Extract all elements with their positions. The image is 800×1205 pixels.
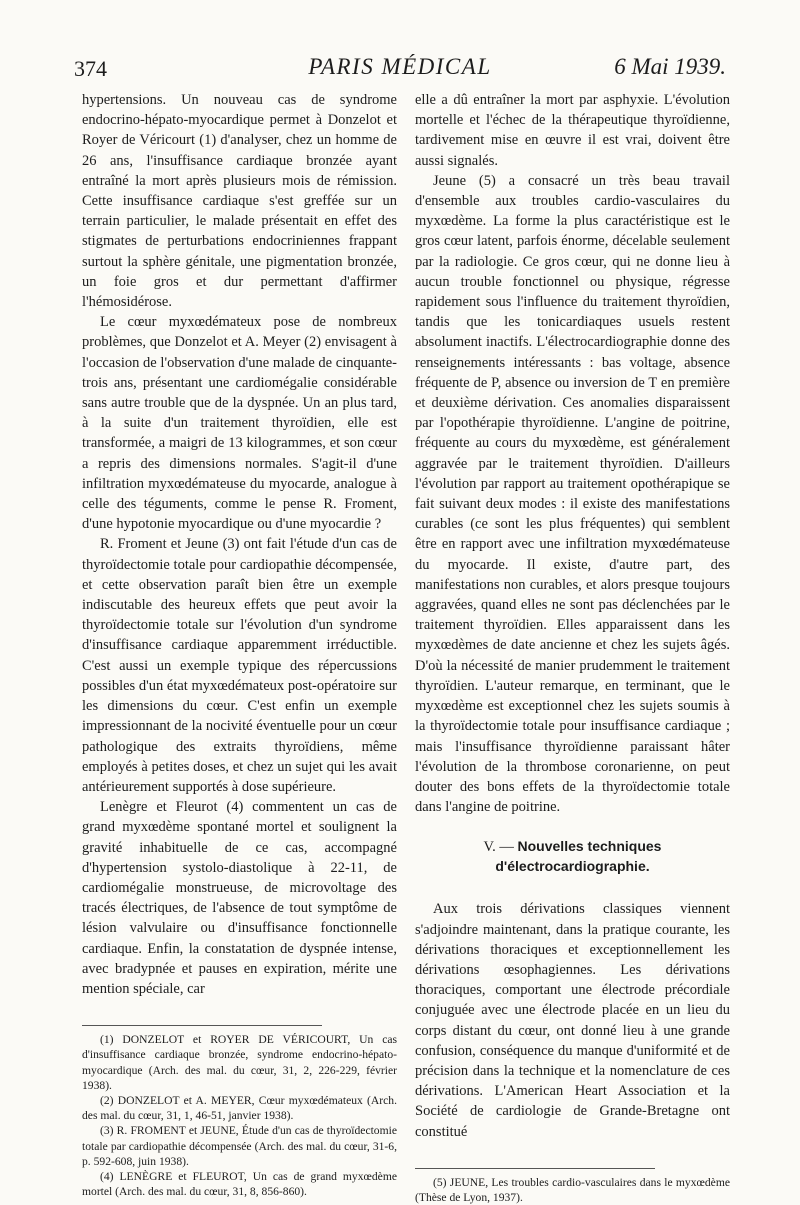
paragraph: Jeune (5) a consacré un très beau travail d'ensemble aux troubles cardio-vasculaires du myxœdème. La forme la plus caractéristique est le gros cœur latent, parfois énorme, décelable seulement par la radiologie. Ce gros cœur, qui ne donne lieu à aucun trouble fonctionnel ou physique, régresse rapidement sous l'influence du traitement thyroïdien, tandis que les tonicardiaques usuels restent absolument inactifs. L'électrocardiographie donne des renseignements intéressants : bas voltage, absence fréquente de P, absence ou inversion de T en première et deuxième dérivation. Ces anomalies disparaissent par l'opothérapie thyroïdienne. L'angine de poitrine, fréquente au cours du myxœdème, est généralement aggravée par le traitement thyroïdien. D'ailleurs l'évolution par rapport au traitement opothérapique se fait suivant deux modes : il existe des manifestations curables (ce sont les plus fréquentes) qui semblent être en rapport avec une infiltration myxœdémateuse du myocarde. Il existe, d'autre part, des manifestations non curables, et alors presque toujours aggravées, quand elles ne sont pas déclenchées par le traitement thyroïdien. Elles apparaissent dans les myxœdèmes de date ancienne et chez les sujets âgés. D'où la nécessité de manier prudemment le traitement thyroïdien. L'auteur remarque, en terminant, que le myxœdème est exceptionnel chez les sujets soumis à la thyroïdectomie totale pour insuffisance cardiaque ; mais l'insuffisance thyroïdienne paraissant hâter l'évolution de la thrombose coronarienne, on peut douter des bons effets de la thyroïdectomie totale dans l'angine de poitrine. [415, 172, 730, 816]
footnote: (1) DONZELOT et ROYER DE VÉRICOURT, Un cas d'insuffisance cardiaque bronzée, syndrome endocrino-hépato-myocardique (Arch. des mal. du cœur, 31, 2, 226-229, février 1938). [82, 1033, 397, 1092]
journal-title: PARIS MÉDICAL [308, 54, 492, 79]
footnote: (2) DONZELOT et A. MEYER, Cœur myxœdémateux (Arch. des mal. du cœur, 31, 1, 46-51, janvier 1938). [82, 1093, 397, 1123]
section-title: Nouvelles techniques d'électrocardiographie. [495, 838, 662, 875]
footnote: (4) LENÈGRE et FLEUROT, Un cas de grand myxœdème mortel (Arch. des mal. du cœur, 31, 8, 856-860). [82, 1169, 397, 1199]
page-header [74, 54, 726, 86]
page-number: 374 [74, 56, 107, 81]
paragraph: Aux trois dérivations classiques viennent s'adjoindre maintenant, dans la pratique courante, les dérivations thoraciques et exceptionnellement les dérivations œsophagiennes. Les dérivations thoraciques, comportant une électrode précordiale conjuguée avec une électrode placée en un lieu du corps distant du cœur, ont donné lieu à une grande confusion, conséquence du manque d'uniformité et de précision dans la technique et la nomenclature de ces dérivations. L'American Heart Association et la Société de cardiologie de Grande-Bretagne ont constitué [415, 901, 730, 1140]
paragraph: Lenègre et Fleurot (4) commentent un cas de grand myxœdème spontané mortel et soulignent la gravité inhabituelle de ce cas, accompagné d'hypertension systolo-diastolique à 22-11, de cardiomégalie monstrueuse, de microvoltage des tracés électriques, de l'absence de tout symptôme de lésion valvulaire ou d'insuffisance fonctionnelle cardiaque. Enfin, la constatation de dyspnée intense, avec bradypnée et pauses en expiration, mérite une mention spéciale, car [82, 799, 397, 997]
left-column [82, 90, 397, 1199]
paragraph: Le cœur myxœdémateux pose de nombreux problèmes, que Donzelot et A. Meyer (2) envisagent à l'occasion de l'observation d'une malade de cinquante-trois ans, présentant une cardiomégalie considérable sans autre trouble que de la dyspnée. Un an plus tard, à la suite d'un traitement thyroïdien, elle est transformée, a maigri de 13 kilogrammes, et son cœur a repris des dimensions normales. S'agit-il d'une infiltration myxœdémateuse du myocarde, analogue à celle des téguments, comme le pense R. Froment, d'une hypotonie myocardique ou d'une myocardie ? [82, 314, 397, 533]
footnote-divider [82, 1025, 322, 1026]
paragraph: elle a dû entraîner la mort par asphyxie. L'évolution mortelle et l'échec de la thérapeutique thyroïdienne, tardivement mise en œuvre il est vrai, doivent être aussi signalés. [415, 92, 730, 169]
issue-date: 6 Mai 1939. [614, 54, 726, 79]
right-column [415, 90, 730, 1205]
footnote-divider [415, 1168, 655, 1169]
footnote: (5) JEUNE, Les troubles cardio-vasculaires dans le myxœdème (Thèse de Lyon, 1937). [415, 1175, 730, 1204]
footnote: (3) R. FROMENT et JEUNE, Étude d'un cas de thyroïdectomie totale par cardiopathie décompensée (Arch. des mal. du cœur, 31-6, p. 592-608, juin 1938). [82, 1124, 397, 1168]
paragraph: R. Froment et Jeune (3) ont fait l'étude d'un cas de thyroïdectomie totale pour cardiopathie décompensée, et cette observation paraît bien être un exemple indiscutable des heureux effets que peut avoir la thyroïdectomie totale sur l'évolution d'un syndrome d'insuffisance cardiaque apparemment irréductible. C'est aussi un exemple typique des répercussions possibles d'un état myxœdémateux post-opératoire sur les dimensions du cœur. C'est enfin un exemple impressionnant de la nocivité éventuelle pour un cœur pathologique des extraits thyroïdiens, même employés à petites doses, et chez un sujet qui les avait antérieurement supportés à dose supérieure. [82, 536, 397, 795]
section-heading [415, 837, 730, 877]
section-number: V. — [483, 839, 514, 856]
paragraph: hypertensions. Un nouveau cas de syndrome endocrino-hépato-myocardique permet à Donzelot et Royer de Véricourt (1) d'analyser, chez un homme de 26 ans, l'insuffisance cardiaque bronzée ayant entraîné la mort après plusieurs mois de rémission. Cette insuffisance cardiaque s'est greffée sur un terrain particulier, le malade présentait en effet des stigmates de perturbations endocriniennes frappant surtout la sphère génitale, une pigmentation bronzée, un foie gros et dur permettant d'affirmer l'hémosidérose. [82, 92, 397, 311]
